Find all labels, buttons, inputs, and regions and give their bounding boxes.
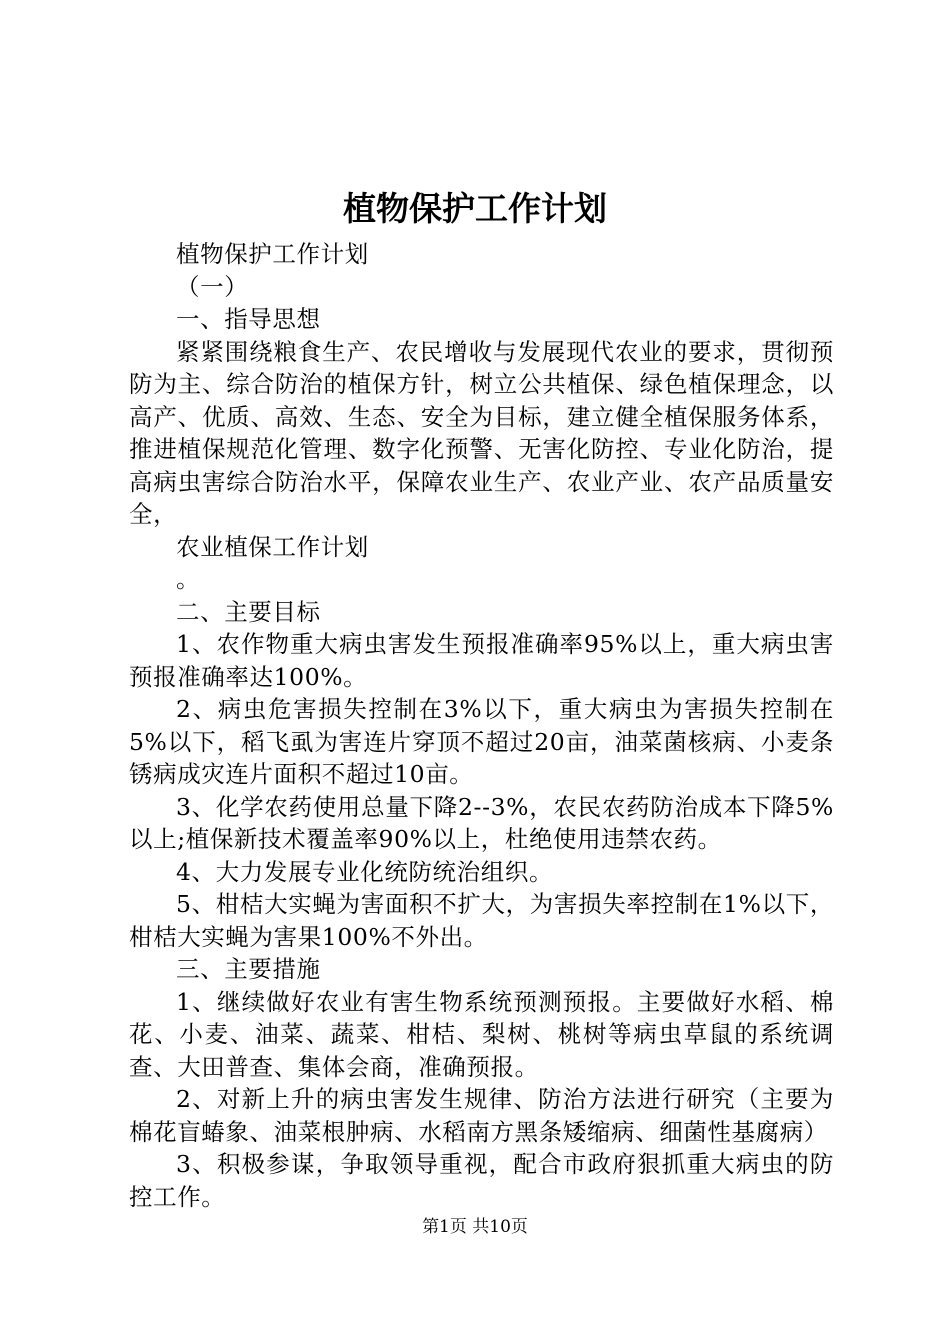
document-title: 植物保护工作计划 — [343, 189, 607, 228]
document-body — [129, 238, 834, 1213]
subtitle: 植物保护工作计划 — [176, 240, 369, 268]
goal-item-1: 1、农作物重大病虫害发生预报准确率95%以上，重大病虫害预报准确率达100%。 — [129, 630, 834, 691]
heading-main-measures: 三、主要措施 — [176, 955, 321, 983]
section-number: （一） — [176, 272, 249, 301]
paragraph-period: 。 — [176, 565, 201, 593]
goal-item-5: 5、柑桔大实蝇为害面积不扩大，为害损失率控制在1%以下，柑桔大实蝇为害果100%不外出。 — [129, 890, 834, 951]
heading-guiding-ideology: 一、指导思想 — [176, 305, 321, 333]
measure-item-3: 3、积极参谋，争取领导重视，配合市政府狠抓重大病虫的防控工作。 — [129, 1150, 834, 1211]
goal-item-2: 2、病虫危害损失控制在3%以下，重大病虫为害损失控制在5%以下，稻飞虱为害连片穿顶不超过20亩，油菜菌核病、小麦条锈病成灾连片面积不超过10亩。 — [129, 695, 834, 788]
paragraph-guiding-ideology: 紧紧围绕粮食生产、农民增收与发展现代农业的要求，贯彻预防为主、综合防治的植保方针，树立公共植保、绿色植保理念，以高产、优质、高效、生态、安全为目标，建立健全植保服务体系，推进植保规范化管理、数字化预警、无害化防控、专业化防治，提高病虫害综合防治水平，保障农业生产、农业产业、农产品质量安全， — [129, 337, 834, 528]
heading-main-goals: 二、主要目标 — [176, 597, 321, 626]
measure-item-2: 2、对新上升的病虫害发生规律、防治方法进行研究（主要为棉花盲蝽象、油菜根肿病、水稻南方黑条矮缩病、细菌性基腐病） — [129, 1085, 834, 1146]
goal-item-4: 4、大力发展专业化统防统治组织。 — [176, 857, 554, 886]
page-footer: 第1页 共10页 — [422, 1217, 528, 1237]
goal-item-3: 3、化学农药使用总量下降2--3%，农民农药防治成本下降5%以上;植保新技术覆盖率90%以上，杜绝使用违禁农药。 — [129, 792, 834, 853]
paragraph-plan-name: 农业植保工作计划 — [176, 532, 369, 561]
measure-item-1: 1、继续做好农业有害生物系统预测预报。主要做好水稻、棉花、小麦、油菜、蔬菜、柑桔、梨树、桃树等病虫草鼠的系统调查、大田普查、集体会商，准确预报。 — [129, 987, 834, 1081]
